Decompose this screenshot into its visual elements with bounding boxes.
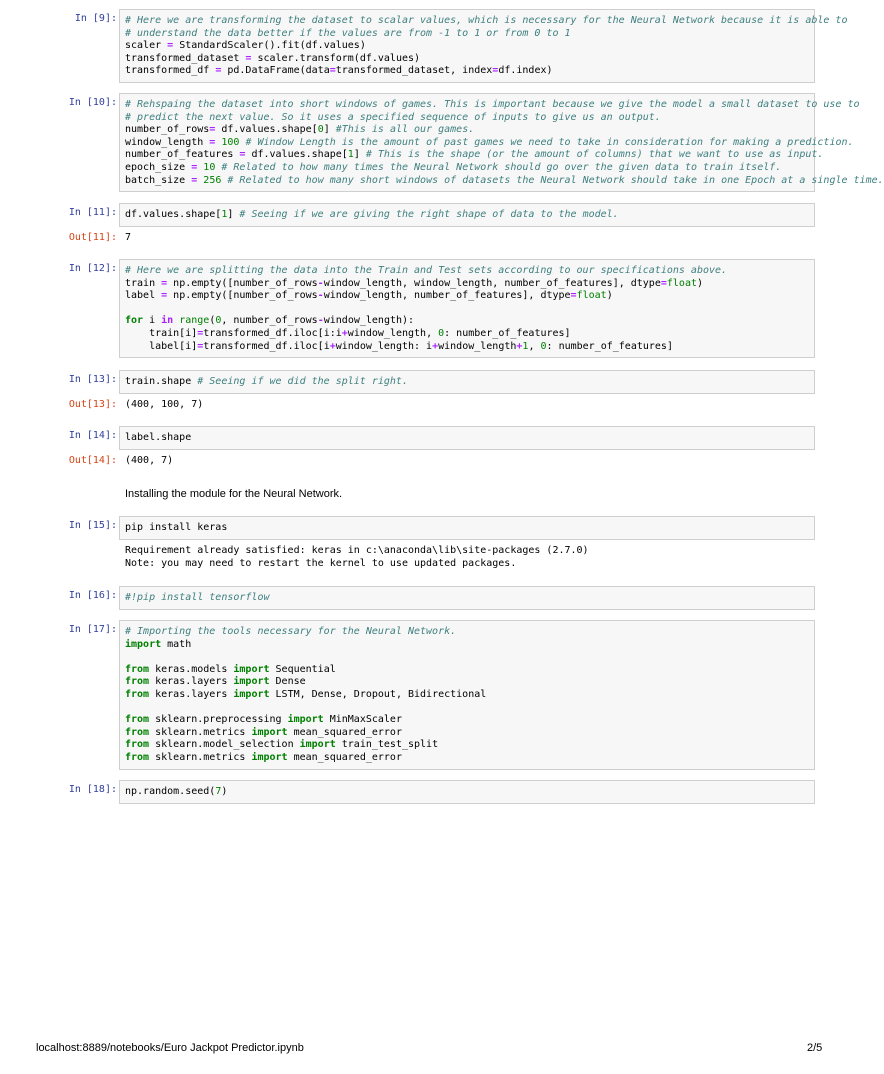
- input-prompt: In [10]:: [68, 97, 117, 108]
- code-token: -: [317, 290, 324, 302]
- input-prompt: In [16]:: [68, 590, 117, 601]
- code-token: from: [125, 726, 150, 738]
- code-editor[interactable]: [119, 370, 815, 394]
- code-token: # Importing the tools necessary for the Neural Network.: [125, 626, 457, 637]
- code-text: train.shape # Seeing if we did the split right.: [125, 376, 408, 387]
- code-token: 1: [221, 209, 228, 220]
- code-token: # predict the next value. So it uses a specified sequence of inputs to give us an output.: [125, 111, 661, 123]
- code-token: in: [161, 315, 174, 327]
- page-number: 2/5: [807, 1042, 823, 1054]
- code-token: float: [576, 290, 607, 302]
- code-editor[interactable]: [119, 93, 884, 192]
- code-token: =: [167, 40, 174, 52]
- code-token: # Related to how many times the Neural Network should go over the given data to train itself.: [221, 161, 782, 173]
- code-token: import: [233, 688, 270, 700]
- code-token: import: [287, 714, 324, 726]
- code-token: =: [209, 124, 216, 136]
- code-token: =: [245, 52, 252, 64]
- code-token: +: [329, 340, 336, 352]
- output-text: (400, 100, 7): [125, 399, 204, 410]
- code-text: # Rehspaing the dataset into short windows of games. This is important because we give the model a small dataset to use to # predict the next value. So it uses a specified sequence of inputs to give us an output. number_of_rows= df.values.shape[0] #This is all our games. window_length = 100 # Window Length is the amount of past games we need to take in consideration for making a prediction. number_of_features = df.values.shape[1] # This is the shape (or the amount of columns) that we want to use as input. epoch_size = 10 # Related to how many times the Neural Network should go over the given data to train itself. batch_size = 256 # Related to how many short windows of datasets the Neural Network should take in one Epoch at a single time.: [125, 99, 884, 186]
- code-token: import: [251, 726, 288, 738]
- code-token: # Seeing if we are giving the right shape of data to the model.: [239, 209, 619, 220]
- code-token: =: [191, 161, 198, 173]
- code-token: #!pip install tensorflow: [125, 592, 270, 603]
- code-token: 0: [215, 315, 222, 327]
- output-area: [125, 455, 815, 468]
- code-token: +: [516, 340, 523, 352]
- code-token: =: [492, 65, 499, 77]
- code-token: from: [125, 714, 150, 726]
- code-editor[interactable]: [119, 203, 815, 227]
- code-token: from: [125, 663, 150, 675]
- code-token: # This is the shape (or the amount of columns) that we want to use as input.: [365, 149, 824, 161]
- output-prompt: Out[11]:: [68, 232, 117, 243]
- input-prompt: In [17]:: [68, 624, 117, 635]
- code-token: 10: [203, 161, 216, 173]
- code-token: # Related to how many short windows of datasets the Neural Network should take in one Epoch at a single time.: [227, 174, 884, 186]
- input-prompt: In [15]:: [68, 520, 117, 531]
- code-token: from: [125, 688, 150, 700]
- code-token: # Here we are splitting the data into the Train and Test sets according to our specifications above.: [125, 265, 728, 276]
- code-token: # understand the data better if the values are from -1 to 1 or from 0 to 1: [125, 27, 571, 39]
- stream-line: Requirement already satisfied: keras in c:\anaconda\lib\site-packages (2.7.0): [125, 545, 589, 556]
- code-token: =: [161, 277, 168, 289]
- code-token: =: [161, 290, 168, 302]
- input-prompt: In [13]:: [68, 374, 117, 385]
- code-token: # Window Length is the amount of past games we need to take in consideration for making a prediction.: [245, 136, 854, 148]
- code-token: 0: [540, 340, 547, 352]
- output-text: 7: [125, 232, 132, 243]
- code-token: +: [432, 340, 439, 352]
- markdown-cell: Installing the module for the Neural Network.: [125, 488, 343, 500]
- code-token: -: [317, 315, 324, 327]
- code-token: import: [251, 751, 288, 763]
- input-prompt: In [18]:: [68, 784, 117, 795]
- code-token: float: [666, 277, 697, 289]
- code-text: pip install keras: [125, 522, 228, 533]
- code-text: [125, 592, 809, 605]
- code-editor[interactable]: [119, 426, 815, 450]
- code-token: from: [125, 676, 150, 688]
- input-prompt: In [9]:: [74, 13, 117, 24]
- code-token: =: [191, 174, 198, 186]
- footer-url: localhost:8889/notebooks/Euro Jackpot Predictor.ipynb: [36, 1042, 304, 1054]
- code-token: for: [125, 315, 144, 327]
- code-token: import: [233, 663, 270, 675]
- input-prompt: In [14]:: [68, 430, 117, 441]
- code-token: 1: [522, 340, 529, 352]
- code-text: # Importing the tools necessary for the Neural Network. import math from keras.models import Sequential from keras.layers import Dense from keras.layers import LSTM, Dense, Dropout, Bidirectional from sklearn.preprocessing import MinMaxScaler from sklearn.metrics import mean_squared_error from sklearn.model_selection import train_test_split from sklearn.metrics import mean_squared_error: [125, 626, 487, 763]
- stream-line: Note: you may need to restart the kernel to use updated packages.: [125, 557, 517, 569]
- code-token: import: [299, 739, 336, 751]
- code-token: 0: [438, 327, 445, 339]
- code-editor[interactable]: [119, 9, 848, 83]
- code-token: =: [570, 290, 577, 302]
- code-token: from: [125, 739, 150, 751]
- code-token: range: [179, 315, 210, 327]
- code-token: 0: [317, 124, 324, 136]
- code-token: 100: [221, 136, 240, 148]
- code-editor[interactable]: [119, 586, 815, 610]
- code-token: =: [197, 327, 204, 339]
- stream-output: [125, 545, 815, 570]
- code-token: =: [215, 65, 222, 77]
- code-text: np.random.seed(7): [125, 786, 228, 797]
- output-text: (400, 7): [125, 455, 174, 466]
- code-token: -: [317, 277, 324, 289]
- code-token: =: [209, 136, 216, 148]
- input-prompt: In [12]:: [68, 263, 117, 274]
- code-token: =: [660, 277, 667, 289]
- code-text: # Here we are splitting the data into the Train and Test sets according to our specifications above. train = np.empty([number_of_rows-window_length, window_length, number_of_features], dtype=float) label = np.empty([number_of_rows-window_length, number_of_features], dtype=float) for i in range(0, number_of_rows-window_length): train[i]=transformed_df.iloc[i:i+window_length, 0: number_of_features] label[i]=transformed_df.iloc[i+window_length: i+window_length+1, 0: number_of_features]: [125, 265, 728, 352]
- code-text: label.shape: [125, 432, 192, 443]
- code-token: # Here we are transforming the dataset to scalar values, which is necessary for the Neural Network because it is able to: [125, 15, 848, 26]
- code-token: =: [329, 65, 336, 77]
- code-token: import: [233, 676, 270, 688]
- code-text: df.values.shape[1] # Seeing if we are giving the right shape of data to the model.: [125, 209, 619, 220]
- code-token: =: [239, 149, 246, 161]
- code-token: 1: [347, 149, 354, 161]
- code-token: # Seeing if we did the split right.: [197, 376, 408, 387]
- code-token: 7: [215, 786, 222, 797]
- code-token: 256: [203, 174, 222, 186]
- code-editor[interactable]: [119, 620, 815, 770]
- output-area: [125, 232, 815, 245]
- code-token: +: [341, 327, 348, 339]
- code-token: =: [197, 340, 204, 352]
- code-token: #This is all our games.: [335, 124, 475, 136]
- output-prompt: Out[13]:: [68, 399, 117, 410]
- output-area: [125, 399, 815, 412]
- code-editor[interactable]: [119, 259, 815, 358]
- code-text: # Here we are transforming the dataset to scalar values, which is necessary for the Neural Network because it is able to # understand the data better if the values are from -1 to 1 or from 0 to 1 scaler = StandardScaler().fit(df.values) transformed_dataset = scaler.transform(df.values) transformed_df = pd.DataFrame(data=transformed_dataset, index=df.index): [125, 15, 848, 77]
- output-prompt: Out[14]:: [68, 455, 117, 466]
- code-token: import: [125, 638, 162, 650]
- code-editor[interactable]: [119, 516, 815, 540]
- code-token: from: [125, 751, 150, 763]
- code-token: # Rehspaing the dataset into short windows of games. This is important because we give the model a small dataset to use to: [125, 99, 860, 110]
- input-prompt: In [11]:: [68, 207, 117, 218]
- code-editor[interactable]: [119, 780, 815, 804]
